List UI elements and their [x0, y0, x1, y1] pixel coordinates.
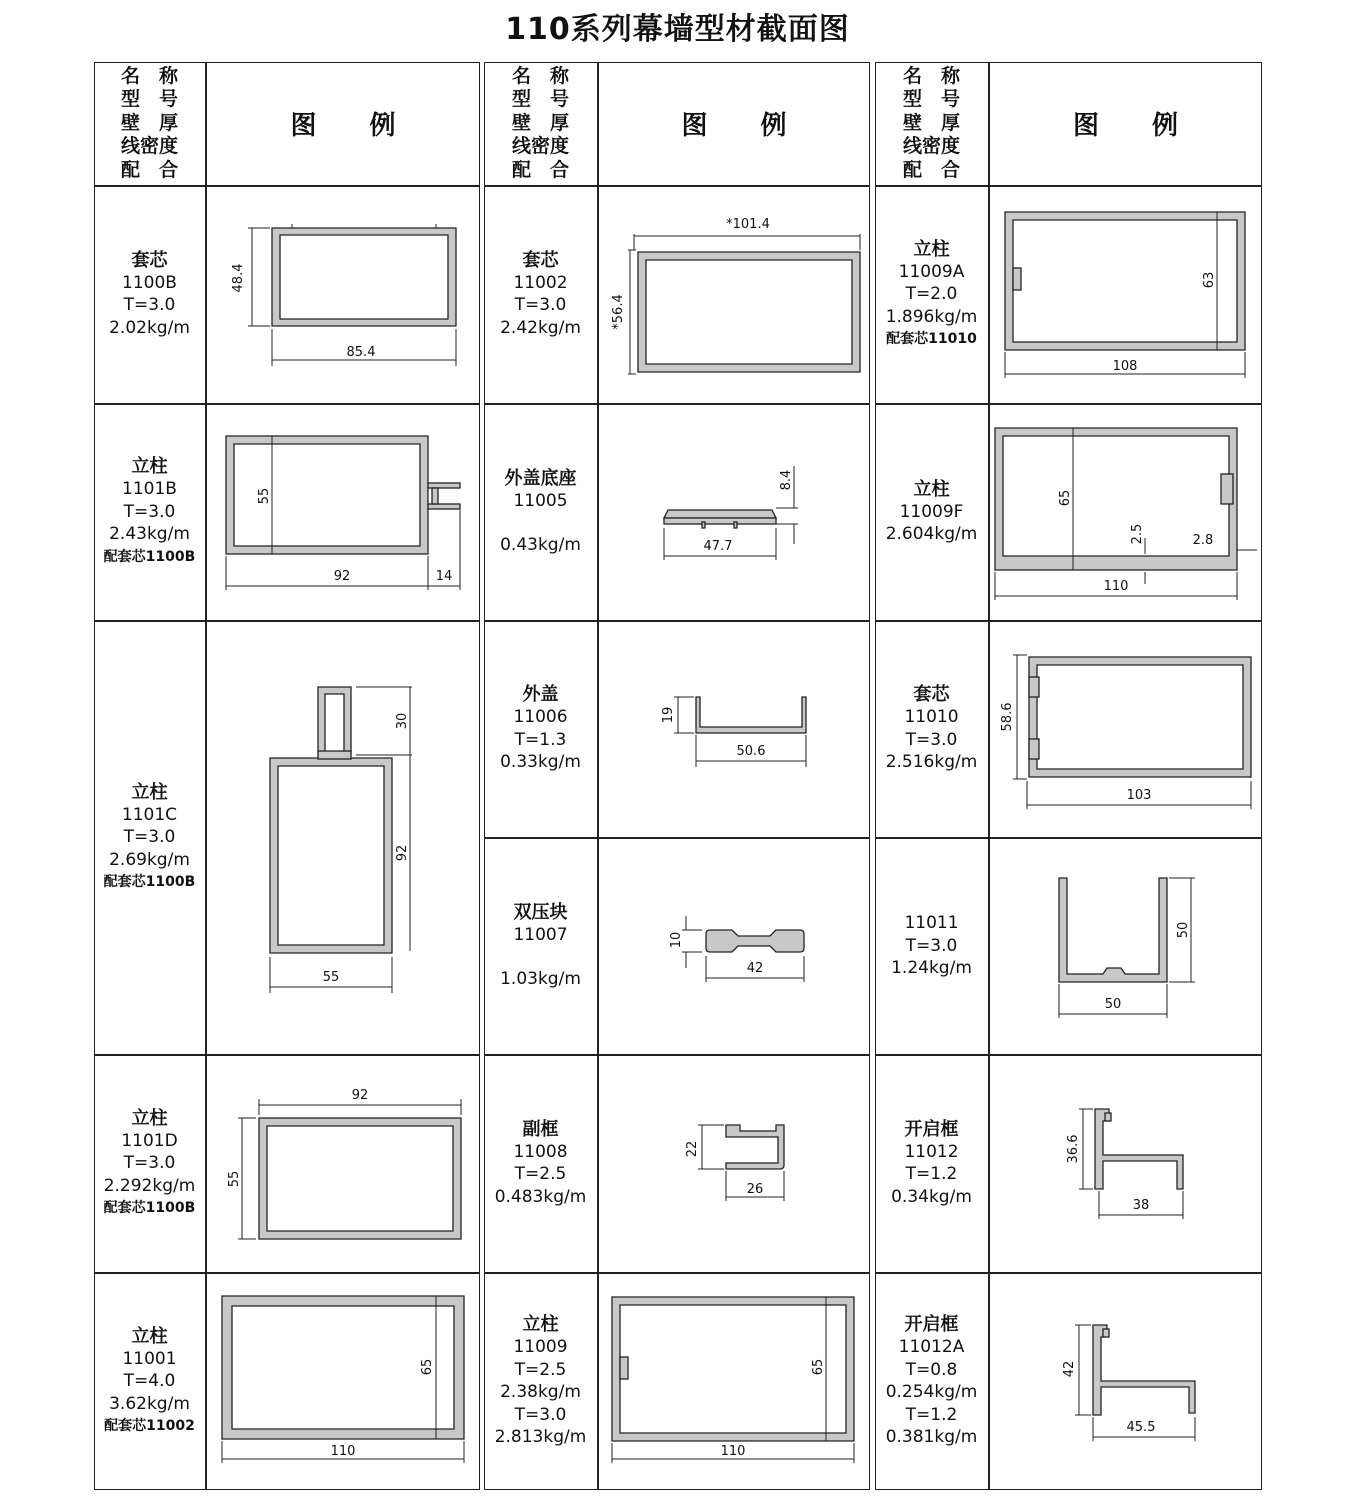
dim-label: *101.4	[726, 217, 770, 232]
profile-1101d-drawing	[206, 1055, 480, 1272]
profile-11012a-drawing	[989, 1273, 1262, 1490]
dim-label: 26	[746, 1182, 764, 1197]
dim-label: 65	[811, 1358, 826, 1376]
dim-label: 2.5	[1130, 523, 1145, 545]
dim-label: 22	[685, 1140, 700, 1158]
profile-11005: 外盖底座 11005 0.43kg/m	[500, 467, 581, 555]
dim-label: 48.4	[231, 263, 246, 293]
dim-label: *56.4	[611, 294, 626, 330]
dim-label: 110	[1103, 579, 1129, 594]
profile-11007: 双压块 11007 1.03kg/m	[500, 901, 581, 989]
profile-11011: 11011 T=3.0 1.24kg/m	[891, 913, 972, 979]
dim-label: 63	[1202, 271, 1217, 289]
dim-label: 10	[669, 931, 684, 949]
profile-1101c: 立柱 1101C T=3.0 2.69kg/m 配套芯1100B	[103, 781, 196, 890]
header-legend-3: 图 例	[1072, 111, 1201, 141]
dim-label: 110	[330, 1444, 356, 1459]
header-legend-1: 图 例	[290, 111, 418, 141]
dim-label: 92	[395, 844, 410, 862]
profile-11009f: 立柱 11009F 2.604kg/m	[885, 478, 978, 544]
dim-label: 42	[746, 961, 764, 976]
dim-label: 2.8	[1192, 533, 1214, 548]
profile-11010-drawing	[989, 621, 1262, 837]
profile-11011-drawing	[989, 838, 1262, 1054]
dim-label: 42	[1062, 1360, 1077, 1378]
profile-11008-drawing	[598, 1055, 870, 1272]
dim-label: 47.7	[703, 539, 733, 554]
dim-label: 50	[1176, 921, 1191, 939]
header-legend-2: 图 例	[681, 111, 809, 141]
dim-label: 65	[420, 1358, 435, 1376]
dim-label: 50	[1104, 997, 1122, 1012]
profile-11005-drawing	[598, 404, 870, 620]
dim-label: 14	[435, 569, 453, 584]
profile-1101b: 立柱 1101B T=3.0 2.43kg/m 配套芯1100B	[103, 456, 196, 565]
dim-label: 30	[395, 712, 410, 730]
dim-label: 85.4	[346, 345, 376, 360]
dim-label: 36.6	[1066, 1134, 1081, 1164]
header-label-2: 名 称 型 号 壁 厚 线密度 配 合	[511, 64, 569, 181]
dim-label: 65	[1058, 489, 1073, 507]
profile-11002-drawing	[598, 186, 870, 403]
dim-label: 58.6	[1000, 702, 1015, 732]
profile-11002: 套芯 11002 T=3.0 2.42kg/m	[500, 249, 581, 338]
profile-11006: 外盖 11006 T=1.3 0.33kg/m	[500, 684, 581, 773]
profile-11009a: 立柱 11009A T=2.0 1.896kg/m 配套芯11010	[885, 238, 978, 347]
dim-label: 110	[720, 1444, 746, 1459]
profile-11010: 套芯 11010 T=3.0 2.516kg/m	[885, 684, 978, 773]
profile-11008: 副框 11008 T=2.5 0.483kg/m	[494, 1118, 587, 1207]
profile-11009f-drawing	[989, 404, 1262, 620]
profile-1100b-drawing	[206, 186, 480, 403]
profile-11009: 立柱 11009 T=2.5 2.38kg/m T=3.0 2.813kg/m	[494, 1314, 587, 1448]
profile-1101b-drawing	[206, 404, 480, 620]
page-title: 110系列幕墙型材截面图	[505, 12, 850, 47]
dim-label: 108	[1112, 359, 1138, 374]
dim-label: 50.6	[736, 744, 766, 759]
dim-label: 55	[227, 1170, 242, 1188]
profile-1101c-drawing	[206, 621, 480, 1054]
dim-label: 55	[257, 487, 272, 505]
profile-11001-drawing	[206, 1273, 480, 1490]
profile-1101d: 立柱 1101D T=3.0 2.292kg/m 配套芯1100B	[103, 1107, 196, 1216]
dim-label: 45.5	[1126, 1420, 1156, 1435]
profile-11007-drawing	[598, 838, 870, 1054]
dim-label: 92	[351, 1088, 369, 1103]
dim-label: 8.4	[779, 469, 794, 491]
profile-11012a: 开启框 11012A T=0.8 0.254kg/m T=1.2 0.381kg/m	[885, 1314, 978, 1448]
profile-11012-drawing	[989, 1055, 1262, 1272]
profile-11001: 立柱 11001 T=4.0 3.62kg/m 配套芯11002	[104, 1325, 195, 1434]
dim-label: 55	[322, 970, 340, 985]
dim-label: 38	[1132, 1198, 1150, 1213]
profile-1100b: 套芯 1100B T=3.0 2.02kg/m	[109, 249, 190, 338]
profile-11006-drawing	[598, 621, 870, 837]
dim-label: 103	[1126, 788, 1152, 803]
dim-label: 92	[333, 569, 351, 584]
profile-11009-drawing	[598, 1273, 870, 1490]
header-label-1: 名 称 型 号 壁 厚 线密度 配 合	[120, 64, 178, 181]
dim-label: 19	[661, 706, 676, 724]
profile-11009a-drawing	[989, 186, 1262, 403]
profile-11012: 开启框 11012 T=1.2 0.34kg/m	[891, 1118, 972, 1207]
header-label-3: 名 称 型 号 壁 厚 线密度 配 合	[902, 64, 960, 181]
